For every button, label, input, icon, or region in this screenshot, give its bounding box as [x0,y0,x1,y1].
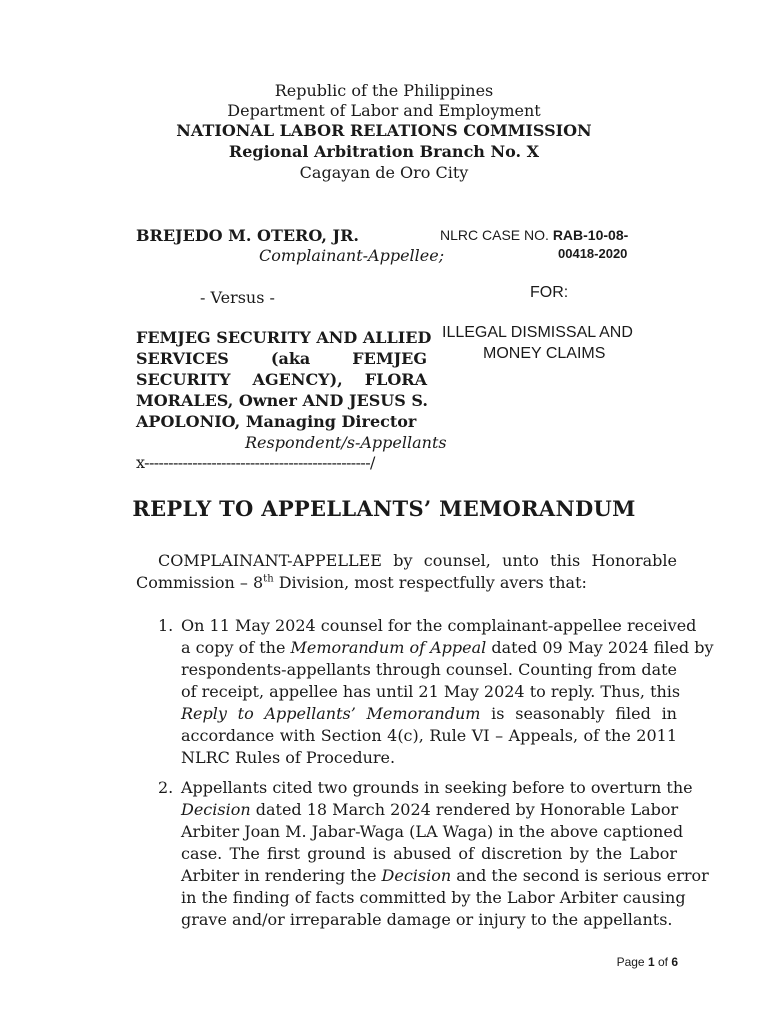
item-2-paragraph [181,777,709,931]
item-1-paragraph [181,615,714,769]
item-line: of receipt, appellee has until 21 May 2024 to reply. Thus, this [181,682,681,701]
item-number: 2. [158,778,174,797]
page-number: Page 1 of 6 [616,955,678,969]
case-number-label: NLRC CASE NO. [440,227,553,243]
item-line: Decision dated 18 March 2024 rendered by Honorable Labor [181,800,679,819]
case-nature-line: ILLEGAL DISMISSAL AND [442,324,633,341]
respondents-line: FEMJEG SECURITY AND ALLIED [136,328,432,347]
item-number: 1. [158,616,174,635]
item-line: accordance with Section 4(c), Rule VI – Appeals, of the 2011 [181,726,677,745]
intro-line: COMPLAINANT-APPELLEE by counsel, unto this Honorable [158,551,677,570]
header-commission: NATIONAL LABOR RELATIONS COMMISSION [176,121,592,140]
item-line: grave and/or irreparable damage or injury to the appellants. [181,910,673,929]
item-line: On 11 May 2024 counsel for the complainant-appellee received [181,616,697,635]
header-republic: Republic of the Philippines [274,81,494,100]
intro-line: Commission – 8th Division, most respectfully avers that: [136,573,587,592]
caption-closing-line: x-----------------------------------------------/ [136,453,375,472]
case-nature-line: MONEY CLAIMS [483,345,606,362]
for-label: FOR: [530,284,569,301]
complainant-name: BREJEDO M. OTERO, JR. [136,226,359,245]
item-line: Reply to Appellants’ Memorandum is seasonably filed in [181,704,677,723]
respondents-line: SERVICES (aka FEMJEG [136,349,427,368]
item-line: in the finding of facts committed by the Labor Arbiter causing [181,888,686,907]
respondent-role: Respondent/s-Appellants [245,433,447,452]
item-line: Appellants cited two grounds in seeking before to overturn the [181,778,693,797]
header-city: Cagayan de Oro City [299,163,469,182]
header-branch: Regional Arbitration Branch No. X [228,142,540,161]
case-number-value: RAB-10-08- [552,227,629,243]
respondents-line: SECURITY AGENCY), FLORA [136,370,427,389]
item-line: respondents-appellants through counsel. Counting from date [181,660,677,679]
header-department: Department of Labor and Employment [227,101,541,120]
versus-label: - Versus - [200,288,275,307]
item-line: NLRC Rules of Procedure. [181,748,396,767]
item-line: Arbiter in rendering the Decision and the second is serious error [181,866,709,885]
case-number-value-cont: 00418-2020 [558,246,628,261]
item-line: Arbiter Joan M. Jabar-Waga (LA Waga) in the above captioned [181,822,684,841]
complainant-role: Complainant-Appellee; [259,246,445,265]
intro-paragraph [136,550,677,594]
respondents-line: MORALES, Owner AND JESUS S. [136,391,428,410]
respondents-line: APOLONIO, Managing Director [136,412,417,431]
item-line: a copy of the Memorandum of Appeal dated 09 May 2024 filed by [181,638,714,657]
respondents-block [136,327,432,432]
item-line: case. The first ground is abused of discretion by the Labor [181,844,677,863]
document-title: REPLY TO APPELLANTS’ MEMORANDUM [132,496,636,521]
